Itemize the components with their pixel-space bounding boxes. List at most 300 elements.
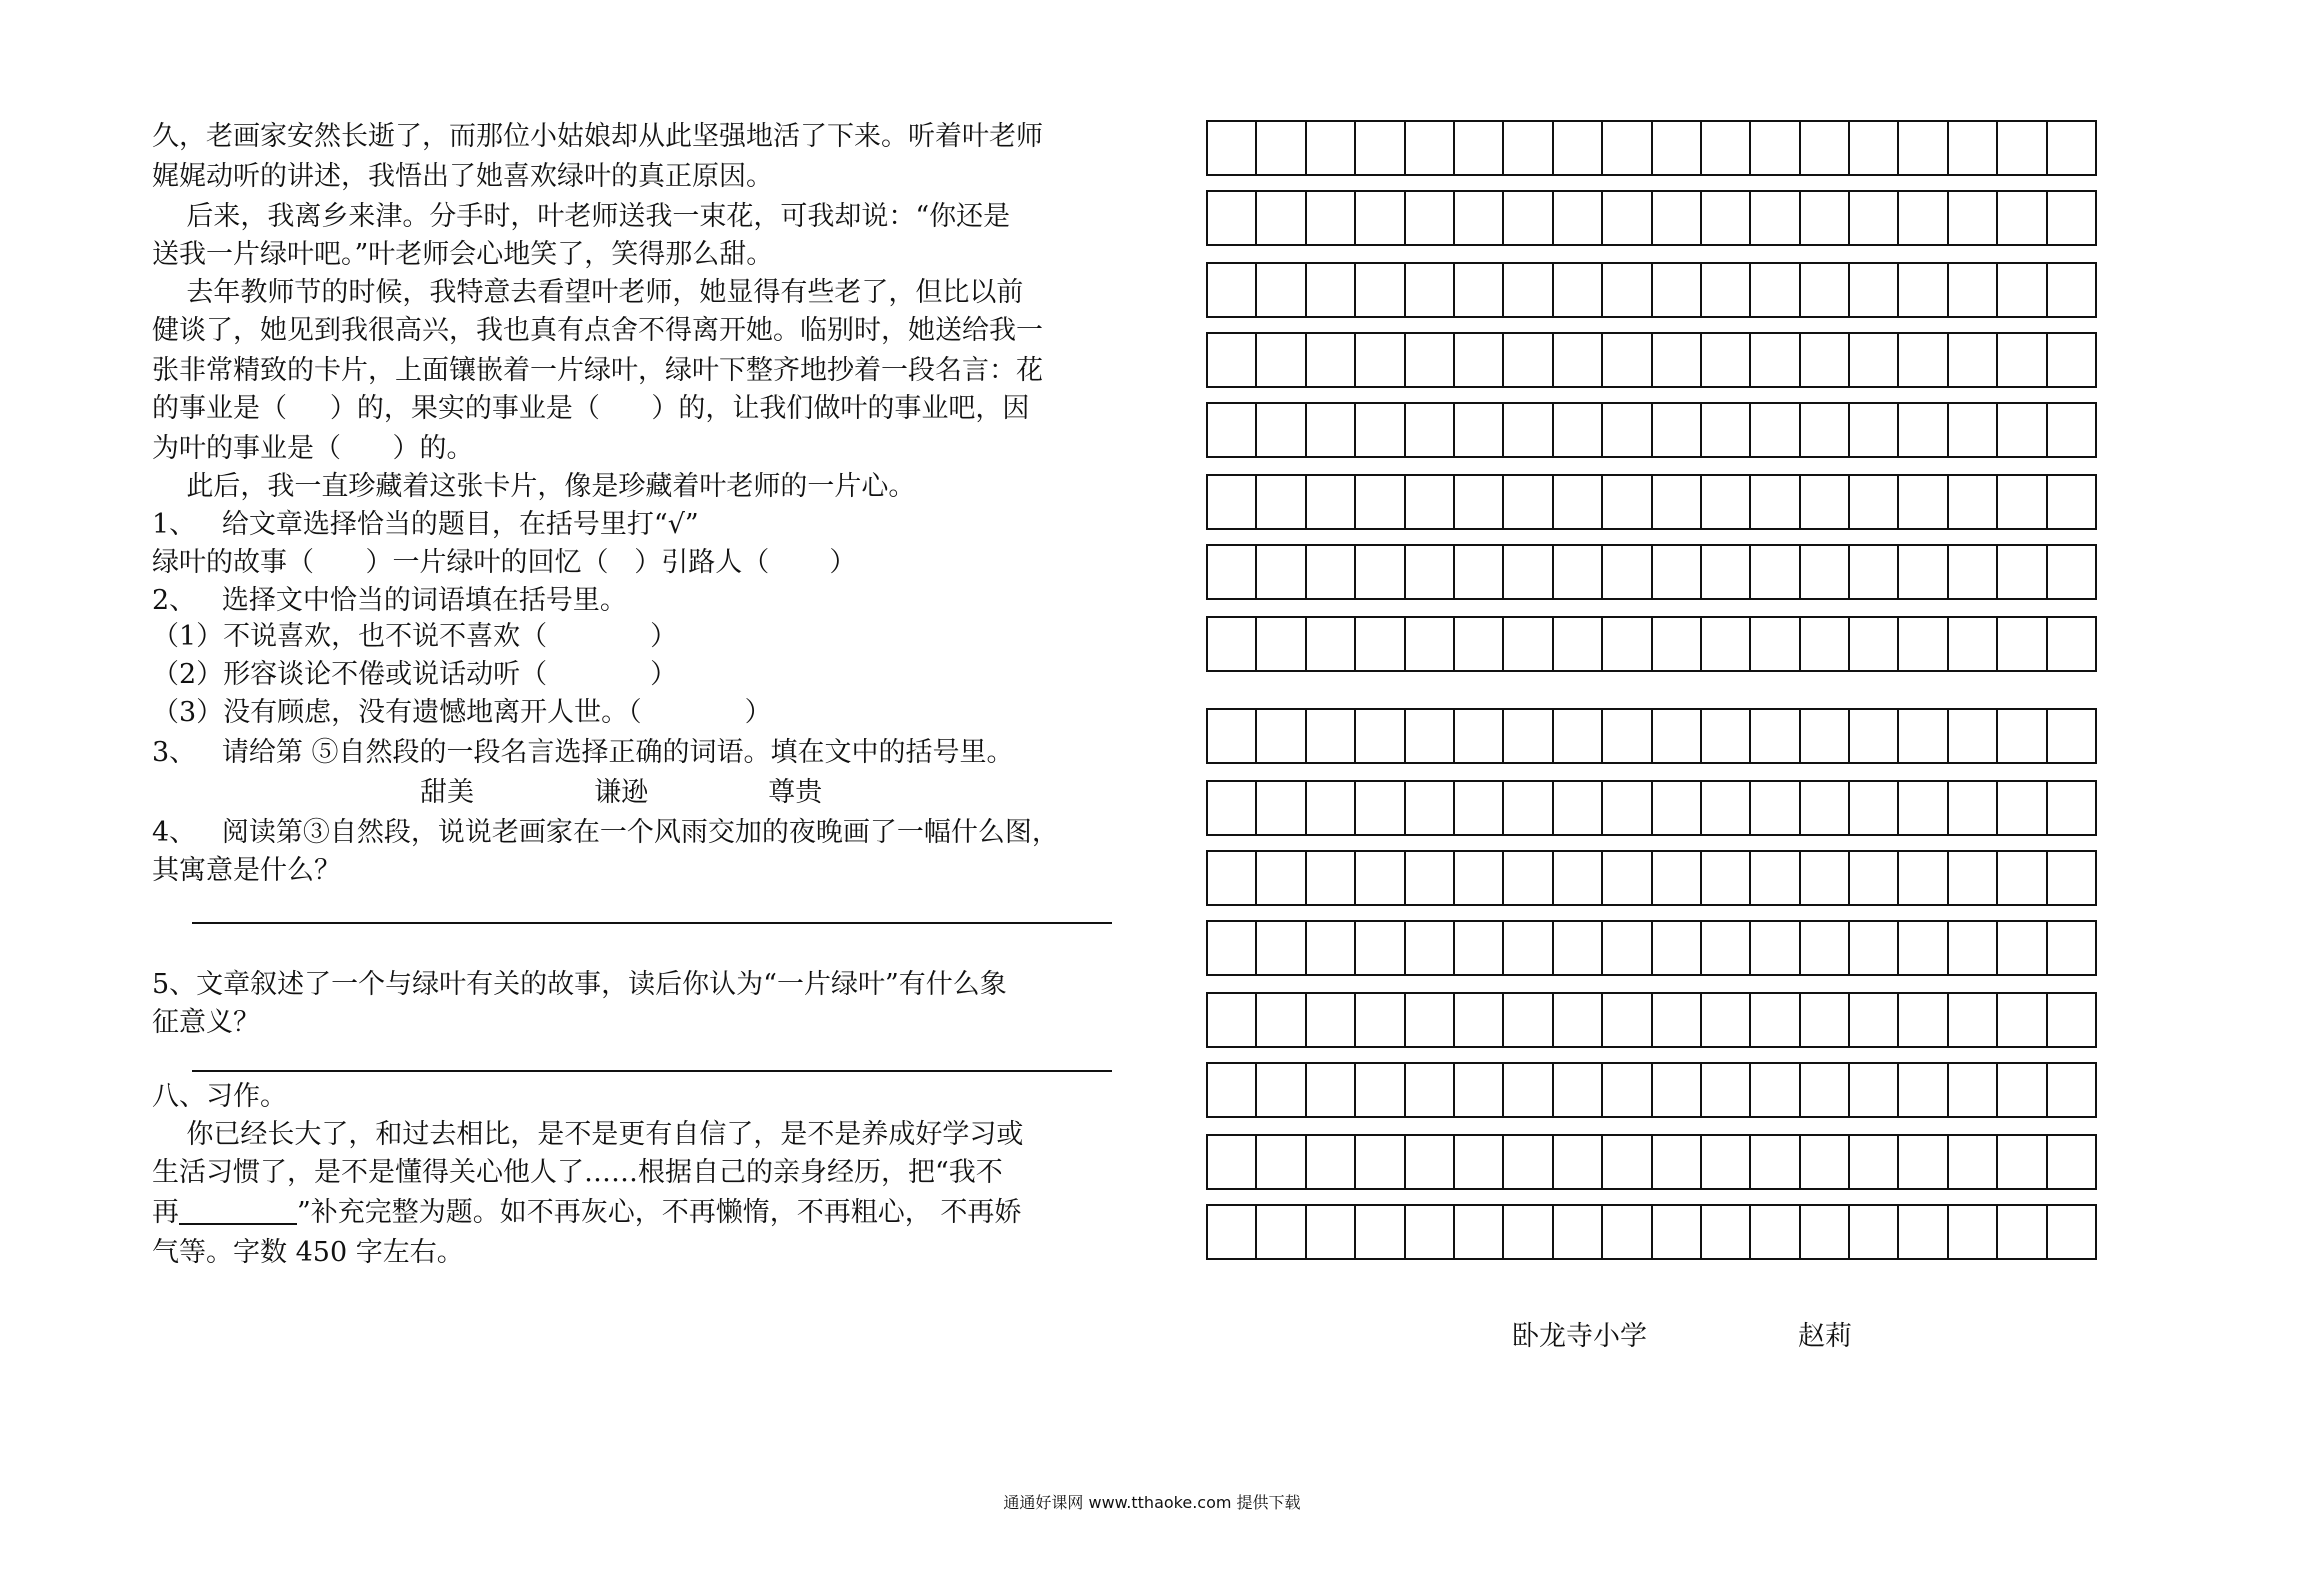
grid-cell[interactable] <box>1255 1204 1306 1260</box>
grid-cell[interactable] <box>1651 402 1702 458</box>
grid-cell[interactable] <box>1897 1204 1948 1260</box>
grid-cell[interactable] <box>1651 262 1702 318</box>
grid-cell[interactable] <box>1206 402 1257 458</box>
grid-cell[interactable] <box>1255 544 1306 600</box>
grid-cell[interactable] <box>1255 616 1306 672</box>
grid-cell[interactable] <box>1305 190 1356 246</box>
composition-prompt: 你已经长大了，和过去相比，是不是更有自信了，是不是养成好学习或 <box>152 1119 1024 1150</box>
grid-cell[interactable] <box>1799 780 1850 836</box>
grid-cell[interactable] <box>1255 850 1306 906</box>
grid-cell[interactable] <box>1749 920 1800 976</box>
grid-cell[interactable] <box>1453 780 1504 836</box>
answer-line[interactable] <box>192 922 1112 924</box>
grid-cell[interactable] <box>1601 120 1652 176</box>
grid-cell[interactable] <box>1453 1134 1504 1190</box>
grid-cell[interactable] <box>1799 992 1850 1048</box>
grid-cell[interactable] <box>1848 332 1899 388</box>
grid-cell[interactable] <box>1700 616 1751 672</box>
grid-cell[interactable] <box>1354 1204 1405 1260</box>
grid-cell[interactable] <box>1848 474 1899 530</box>
grid-cell[interactable] <box>1947 544 1998 600</box>
grid-cell[interactable] <box>1354 190 1405 246</box>
grid-cell[interactable] <box>1453 850 1504 906</box>
grid-cell[interactable] <box>1354 262 1405 318</box>
grid-cell[interactable] <box>1206 1204 1257 1260</box>
grid-cell[interactable] <box>1749 850 1800 906</box>
grid-cell[interactable] <box>1848 190 1899 246</box>
grid-cell[interactable] <box>1206 616 1257 672</box>
grid-cell[interactable] <box>2046 1204 2097 1260</box>
grid-cell[interactable] <box>1305 544 1356 600</box>
grid-cell[interactable] <box>1255 190 1306 246</box>
grid-cell[interactable] <box>1799 120 1850 176</box>
grid-cell[interactable] <box>2046 474 2097 530</box>
grid-cell[interactable] <box>1552 780 1603 836</box>
grid-row <box>1206 780 2132 836</box>
grid-cell[interactable] <box>1700 332 1751 388</box>
grid-cell[interactable] <box>2046 920 2097 976</box>
grid-cell[interactable] <box>1255 1134 1306 1190</box>
grid-cell[interactable] <box>1601 474 1652 530</box>
grid-cell[interactable] <box>1996 262 2047 318</box>
grid-cell[interactable] <box>1453 402 1504 458</box>
grid-cell[interactable] <box>1305 1134 1356 1190</box>
grid-cell[interactable] <box>1947 1062 1998 1118</box>
grid-cell[interactable] <box>1947 992 1998 1048</box>
grid-cell[interactable] <box>1404 120 1455 176</box>
grid-cell[interactable] <box>1502 616 1553 672</box>
grid-cell[interactable] <box>1651 780 1702 836</box>
grid-cell[interactable] <box>1700 920 1751 976</box>
passage-line: 为叶的事业是（ ）的。 <box>152 433 474 464</box>
grid-cell[interactable] <box>1601 1134 1652 1190</box>
grid-cell[interactable] <box>1799 402 1850 458</box>
grid-cell[interactable] <box>1552 544 1603 600</box>
grid-cell[interactable] <box>1947 190 1998 246</box>
grid-cell[interactable] <box>1897 850 1948 906</box>
grid-cell[interactable] <box>1700 850 1751 906</box>
grid-cell[interactable] <box>1255 474 1306 530</box>
grid-cell[interactable] <box>1354 332 1405 388</box>
grid-cell[interactable] <box>1799 850 1850 906</box>
grid-cell[interactable] <box>1601 780 1652 836</box>
grid-cell[interactable] <box>1996 1134 2047 1190</box>
grid-cell[interactable] <box>1206 1134 1257 1190</box>
grid-cell[interactable] <box>1799 1204 1850 1260</box>
grid-cell[interactable] <box>1651 332 1702 388</box>
grid-cell[interactable] <box>1354 920 1405 976</box>
grid-cell[interactable] <box>1848 780 1899 836</box>
grid-cell[interactable] <box>2046 616 2097 672</box>
grid-cell[interactable] <box>1404 920 1455 976</box>
grid-cell[interactable] <box>1502 920 1553 976</box>
grid-cell[interactable] <box>1453 262 1504 318</box>
grid-cell[interactable] <box>1897 616 1948 672</box>
grid-cell[interactable] <box>1305 992 1356 1048</box>
grid-cell[interactable] <box>1700 262 1751 318</box>
grid-cell[interactable] <box>1848 544 1899 600</box>
grid-cell[interactable] <box>1601 616 1652 672</box>
grid-cell[interactable] <box>1552 1062 1603 1118</box>
grid-cell[interactable] <box>1206 262 1257 318</box>
grid-cell[interactable] <box>1255 920 1306 976</box>
grid-cell[interactable] <box>1354 708 1405 764</box>
grid-cell[interactable] <box>2046 544 2097 600</box>
grid-cell[interactable] <box>1453 190 1504 246</box>
grid-cell[interactable] <box>1947 708 1998 764</box>
grid-cell[interactable] <box>1848 1134 1899 1190</box>
grid-cell[interactable] <box>1996 616 2047 672</box>
grid-cell[interactable] <box>1996 332 2047 388</box>
grid-cell[interactable] <box>1947 1204 1998 1260</box>
grid-cell[interactable] <box>1749 402 1800 458</box>
passage-line: 后来，我离乡来津。分手时，叶老师送我一束花，可我却说：“你还是 <box>152 201 1011 232</box>
question-2-item: （2）形容谈论不倦或说话动听（ ） <box>152 659 678 690</box>
grid-cell[interactable] <box>2046 262 2097 318</box>
grid-cell[interactable] <box>1749 780 1800 836</box>
grid-cell[interactable] <box>1996 920 2047 976</box>
title-blank[interactable] <box>179 1223 297 1225</box>
grid-cell[interactable] <box>1453 120 1504 176</box>
grid-cell[interactable] <box>2046 1134 2097 1190</box>
grid-cell[interactable] <box>2046 708 2097 764</box>
grid-cell[interactable] <box>1996 474 2047 530</box>
grid-cell[interactable] <box>1799 474 1850 530</box>
grid-cell[interactable] <box>1700 402 1751 458</box>
grid-cell[interactable] <box>1897 190 1948 246</box>
grid-cell[interactable] <box>1453 1062 1504 1118</box>
grid-cell[interactable] <box>1354 992 1405 1048</box>
grid-cell[interactable] <box>1601 544 1652 600</box>
grid-cell[interactable] <box>1749 262 1800 318</box>
grid-cell[interactable] <box>1848 402 1899 458</box>
grid-cell[interactable] <box>1700 992 1751 1048</box>
grid-cell[interactable] <box>1206 1062 1257 1118</box>
grid-cell[interactable] <box>1749 1204 1800 1260</box>
grid-cell[interactable] <box>1255 332 1306 388</box>
grid-cell[interactable] <box>1502 992 1553 1048</box>
grid-cell[interactable] <box>1897 920 1948 976</box>
grid-cell[interactable] <box>2046 402 2097 458</box>
grid-cell[interactable] <box>1552 332 1603 388</box>
grid-cell[interactable] <box>1206 850 1257 906</box>
grid-cell[interactable] <box>1552 992 1603 1048</box>
grid-cell[interactable] <box>1502 190 1553 246</box>
grid-cell[interactable] <box>1404 992 1455 1048</box>
grid-cell[interactable] <box>1354 616 1405 672</box>
grid-cell[interactable] <box>1404 190 1455 246</box>
grid-cell[interactable] <box>1206 780 1257 836</box>
grid-cell[interactable] <box>1206 474 1257 530</box>
grid-row <box>1206 708 2132 764</box>
footer-credit: 通通好课网 www.tthaoke.com 提供下载 <box>1003 1493 1301 1512</box>
grid-cell[interactable] <box>1848 992 1899 1048</box>
grid-cell[interactable] <box>1255 992 1306 1048</box>
grid-cell[interactable] <box>1305 920 1356 976</box>
grid-cell[interactable] <box>1404 708 1455 764</box>
grid-cell[interactable] <box>1453 920 1504 976</box>
grid-cell[interactable] <box>1897 474 1948 530</box>
grid-cell[interactable] <box>1354 474 1405 530</box>
grid-cell[interactable] <box>1749 992 1800 1048</box>
grid-cell[interactable] <box>1897 992 1948 1048</box>
grid-cell[interactable] <box>1848 708 1899 764</box>
grid-cell[interactable] <box>1552 402 1603 458</box>
grid-row <box>1206 190 2132 246</box>
grid-cell[interactable] <box>1897 402 1948 458</box>
grid-cell[interactable] <box>1897 708 1948 764</box>
grid-cell[interactable] <box>1897 1134 1948 1190</box>
grid-cell[interactable] <box>1305 402 1356 458</box>
grid-cell[interactable] <box>1502 474 1553 530</box>
grid-cell[interactable] <box>1305 262 1356 318</box>
grid-cell[interactable] <box>1700 190 1751 246</box>
grid-cell[interactable] <box>1502 1134 1553 1190</box>
grid-cell[interactable] <box>1305 780 1356 836</box>
grid-cell[interactable] <box>1601 1204 1652 1260</box>
grid-cell[interactable] <box>1601 332 1652 388</box>
grid-cell[interactable] <box>1354 544 1405 600</box>
grid-cell[interactable] <box>1749 120 1800 176</box>
grid-cell[interactable] <box>1749 332 1800 388</box>
grid-cell[interactable] <box>1255 708 1306 764</box>
grid-cell[interactable] <box>1897 262 1948 318</box>
grid-cell[interactable] <box>1404 332 1455 388</box>
grid-cell[interactable] <box>1749 544 1800 600</box>
grid-cell[interactable] <box>1404 780 1455 836</box>
grid-cell[interactable] <box>1206 120 1257 176</box>
grid-cell[interactable] <box>2046 1062 2097 1118</box>
grid-cell[interactable] <box>1799 1134 1850 1190</box>
grid-cell[interactable] <box>1996 402 2047 458</box>
grid-cell[interactable] <box>1947 120 1998 176</box>
grid-cell[interactable] <box>1848 616 1899 672</box>
grid-cell[interactable] <box>1354 120 1405 176</box>
grid-cell[interactable] <box>2046 120 2097 176</box>
grid-cell[interactable] <box>1799 920 1850 976</box>
grid-cell[interactable] <box>1848 120 1899 176</box>
grid-cell[interactable] <box>1947 1134 1998 1190</box>
grid-cell[interactable] <box>1996 708 2047 764</box>
grid-cell[interactable] <box>1700 544 1751 600</box>
grid-cell[interactable] <box>1848 920 1899 976</box>
grid-cell[interactable] <box>1502 708 1553 764</box>
grid-cell[interactable] <box>1601 920 1652 976</box>
grid-cell[interactable] <box>1700 708 1751 764</box>
grid-cell[interactable] <box>1255 262 1306 318</box>
grid-cell[interactable] <box>1552 120 1603 176</box>
grid-cell[interactable] <box>1947 332 1998 388</box>
grid-cell[interactable] <box>1897 332 1948 388</box>
grid-cell[interactable] <box>1404 544 1455 600</box>
grid-cell[interactable] <box>1404 1204 1455 1260</box>
grid-cell[interactable] <box>1749 1134 1800 1190</box>
grid-cell[interactable] <box>1453 1204 1504 1260</box>
grid-cell[interactable] <box>2046 992 2097 1048</box>
grid-cell[interactable] <box>1651 120 1702 176</box>
grid-cell[interactable] <box>1354 780 1405 836</box>
grid-cell[interactable] <box>1749 616 1800 672</box>
grid-cell[interactable] <box>1404 402 1455 458</box>
grid-cell[interactable] <box>1651 920 1702 976</box>
grid-cell[interactable] <box>1206 332 1257 388</box>
grid-cell[interactable] <box>1947 474 1998 530</box>
grid-cell[interactable] <box>1404 1062 1455 1118</box>
grid-cell[interactable] <box>1651 190 1702 246</box>
grid-cell[interactable] <box>1651 850 1702 906</box>
grid-cell[interactable] <box>1651 616 1702 672</box>
grid-cell[interactable] <box>1453 544 1504 600</box>
grid-cell[interactable] <box>1453 992 1504 1048</box>
grid-cell[interactable] <box>1404 616 1455 672</box>
grid-cell[interactable] <box>1305 616 1356 672</box>
grid-cell[interactable] <box>1651 1134 1702 1190</box>
grid-cell[interactable] <box>1799 1062 1850 1118</box>
grid-cell[interactable] <box>1848 850 1899 906</box>
grid-cell[interactable] <box>1206 190 1257 246</box>
grid-cell[interactable] <box>2046 850 2097 906</box>
grid-cell[interactable] <box>2046 332 2097 388</box>
grid-cell[interactable] <box>1897 120 1948 176</box>
grid-cell[interactable] <box>1502 544 1553 600</box>
grid-cell[interactable] <box>1354 1062 1405 1118</box>
grid-cell[interactable] <box>1255 120 1306 176</box>
grid-cell[interactable] <box>1404 850 1455 906</box>
grid-cell[interactable] <box>1305 708 1356 764</box>
grid-cell[interactable] <box>1947 780 1998 836</box>
grid-cell[interactable] <box>1799 708 1850 764</box>
grid-cell[interactable] <box>1453 708 1504 764</box>
grid-cell[interactable] <box>1700 120 1751 176</box>
grid-cell[interactable] <box>1799 332 1850 388</box>
grid-cell[interactable] <box>1996 544 2047 600</box>
grid-cell[interactable] <box>1354 850 1405 906</box>
grid-cell[interactable] <box>1404 1134 1455 1190</box>
grid-cell[interactable] <box>1552 850 1603 906</box>
grid-cell[interactable] <box>1897 1062 1948 1118</box>
grid-cell[interactable] <box>1897 780 1948 836</box>
grid-cell[interactable] <box>1206 920 1257 976</box>
grid-cell[interactable] <box>1651 544 1702 600</box>
grid-cell[interactable] <box>1996 1204 2047 1260</box>
grid-cell[interactable] <box>1552 474 1603 530</box>
grid-cell[interactable] <box>1897 544 1948 600</box>
grid-cell[interactable] <box>1453 474 1504 530</box>
grid-cell[interactable] <box>1255 402 1306 458</box>
grid-cell[interactable] <box>1601 708 1652 764</box>
grid-cell[interactable] <box>1651 1062 1702 1118</box>
grid-cell[interactable] <box>1502 1204 1553 1260</box>
grid-cell[interactable] <box>1552 1204 1603 1260</box>
grid-cell[interactable] <box>1651 1204 1702 1260</box>
grid-cell[interactable] <box>1700 1062 1751 1118</box>
grid-cell[interactable] <box>1700 1134 1751 1190</box>
grid-cell[interactable] <box>1848 262 1899 318</box>
grid-cell[interactable] <box>1354 1134 1405 1190</box>
grid-cell[interactable] <box>1651 992 1702 1048</box>
grid-cell[interactable] <box>1749 190 1800 246</box>
grid-cell[interactable] <box>1799 262 1850 318</box>
answer-line[interactable] <box>192 1070 1112 1072</box>
grid-cell[interactable] <box>1305 850 1356 906</box>
grid-cell[interactable] <box>1552 616 1603 672</box>
grid-cell[interactable] <box>1996 190 2047 246</box>
grid-cell[interactable] <box>1996 780 2047 836</box>
grid-cell[interactable] <box>1502 850 1553 906</box>
grid-cell[interactable] <box>1700 1204 1751 1260</box>
grid-cell[interactable] <box>1601 992 1652 1048</box>
grid-cell[interactable] <box>1601 262 1652 318</box>
grid-cell[interactable] <box>1206 992 1257 1048</box>
grid-cell[interactable] <box>1354 402 1405 458</box>
grid-cell[interactable] <box>1552 708 1603 764</box>
grid-cell[interactable] <box>1206 708 1257 764</box>
grid-cell[interactable] <box>1305 474 1356 530</box>
grid-cell[interactable] <box>1502 780 1553 836</box>
grid-cell[interactable] <box>1206 544 1257 600</box>
grid-cell[interactable] <box>1996 992 2047 1048</box>
grid-cell[interactable] <box>1700 474 1751 530</box>
grid-cell[interactable] <box>1601 402 1652 458</box>
grid-cell[interactable] <box>1799 190 1850 246</box>
grid-cell[interactable] <box>1947 262 1998 318</box>
grid-cell[interactable] <box>1799 616 1850 672</box>
grid-cell[interactable] <box>1255 1062 1306 1118</box>
grid-cell[interactable] <box>1453 332 1504 388</box>
composition-prompt-text: ”补充完整为题。如不再灰心，不再懒惰，不再粗心， 不再娇 <box>297 1197 1022 1228</box>
grid-cell[interactable] <box>1404 262 1455 318</box>
grid-cell[interactable] <box>1601 1062 1652 1118</box>
grid-cell[interactable] <box>2046 780 2097 836</box>
grid-cell[interactable] <box>1996 1062 2047 1118</box>
grid-cell[interactable] <box>1996 120 2047 176</box>
grid-cell[interactable] <box>1453 616 1504 672</box>
grid-cell[interactable] <box>1305 332 1356 388</box>
grid-cell[interactable] <box>1255 780 1306 836</box>
grid-cell[interactable] <box>1848 1062 1899 1118</box>
grid-cell[interactable] <box>1552 920 1603 976</box>
grid-cell[interactable] <box>1502 1062 1553 1118</box>
grid-cell[interactable] <box>1996 850 2047 906</box>
grid-cell[interactable] <box>1552 1134 1603 1190</box>
grid-cell[interactable] <box>1947 920 1998 976</box>
grid-cell[interactable] <box>1749 1062 1800 1118</box>
grid-cell[interactable] <box>1749 708 1800 764</box>
grid-cell[interactable] <box>1552 190 1603 246</box>
grid-cell[interactable] <box>1502 262 1553 318</box>
grid-cell[interactable] <box>1502 402 1553 458</box>
grid-cell[interactable] <box>1305 120 1356 176</box>
grid-cell[interactable] <box>1502 332 1553 388</box>
grid-cell[interactable] <box>2046 190 2097 246</box>
grid-cell[interactable] <box>1947 402 1998 458</box>
grid-cell[interactable] <box>1947 850 1998 906</box>
grid-cell[interactable] <box>1651 474 1702 530</box>
grid-cell[interactable] <box>1651 708 1702 764</box>
grid-cell[interactable] <box>1404 474 1455 530</box>
grid-cell[interactable] <box>1700 780 1751 836</box>
grid-cell[interactable] <box>1848 1204 1899 1260</box>
grid-cell[interactable] <box>1552 262 1603 318</box>
grid-cell[interactable] <box>1601 850 1652 906</box>
grid-cell[interactable] <box>1947 616 1998 672</box>
grid-cell[interactable] <box>1305 1204 1356 1260</box>
grid-cell[interactable] <box>1601 190 1652 246</box>
grid-cell[interactable] <box>1749 474 1800 530</box>
grid-cell[interactable] <box>1799 544 1850 600</box>
grid-cell[interactable] <box>1305 1062 1356 1118</box>
grid-cell[interactable] <box>1502 120 1553 176</box>
